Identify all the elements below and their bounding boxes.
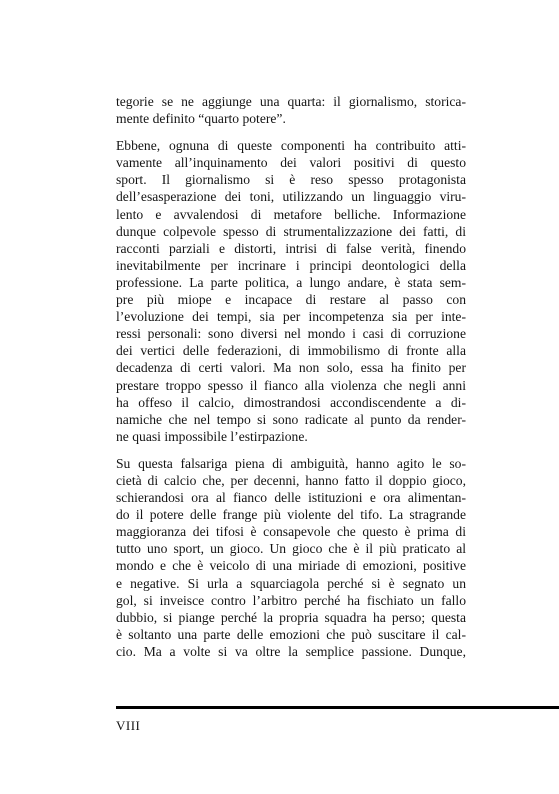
text-line: vamente all’inquinamento dei valori positivi di questo <box>116 155 466 171</box>
text-line: maggioranza dei tifosi è consapevole che questo è prima di <box>116 524 466 540</box>
text-line: ne quasi impossibile l’estirpazione. <box>116 428 308 444</box>
text-line: dell’esasperazione dei toni, utilizzando un linguaggio viru- <box>116 189 466 205</box>
text-line: ha offeso il calcio, dimostrandosi accondiscendente a di- <box>116 394 466 410</box>
paragraph-1 <box>116 93 466 127</box>
text-line: lento e avvalendosi di metafore belliche. Informazione <box>116 206 466 222</box>
text-line: inevitabilmente per incrinare i principi deontologici della <box>116 257 466 273</box>
text-line: mente definito “quarto potere”. <box>116 111 286 127</box>
page-number: VIII <box>116 718 141 733</box>
text-line: e negative. Si urla a squarciagola perché si è segnato un <box>116 575 466 591</box>
text-line: schierandosi ora al fianco delle istituzioni e ora alimentan- <box>116 490 466 506</box>
text-line: dunque colpevole spesso di strumentalizzazione dei fatti, di <box>116 223 466 239</box>
text-line: mondo e che è veicolo di una miriade di emozioni, positive <box>116 558 466 574</box>
text-line: cio. Ma a volte si va oltre la semplice passione. Dunque, <box>116 643 466 659</box>
text-line: pre più miope e incapace di restare al passo con <box>116 292 466 308</box>
text-line: tegorie se ne aggiunge una quarta: il giornalismo, storica- <box>116 94 466 109</box>
paragraph-3 <box>116 455 466 660</box>
paragraph-2 <box>116 137 466 445</box>
footer-rule <box>116 706 559 709</box>
text-line: dubbio, si piange perché la propria squadra ha perso; questa <box>116 609 466 625</box>
text-line: sport. Il giornalismo si è reso spesso protagonista <box>116 172 466 188</box>
text-line: cietà di calcio che, per decenni, hanno fatto il doppio gioco, <box>116 472 466 488</box>
text-line: Ebbene, ognuna di queste componenti ha contribuito atti- <box>116 138 466 154</box>
text-line: tutto uno sport, un gioco. Un gioco che è il più praticato al <box>116 541 466 557</box>
text-line: professione. La parte politica, a lungo andare, è stata sem- <box>116 274 466 290</box>
text-line: ressi personali: sono diversi nel mondo i casi di corruzione <box>116 326 466 342</box>
text-line: racconti parziali e distorti, intrisi di false verità, finendo <box>116 240 466 256</box>
text-line: namiche che nel tempo si sono radicate al punto da render- <box>116 411 466 427</box>
text-line: è soltanto una parte delle emozioni che può suscitare il cal- <box>116 626 466 642</box>
text-line: decadenza di certi valori. Ma non solo, essa ha finito per <box>116 360 466 376</box>
text-line: dei vertici delle federazioni, di immobilismo di fronte alla <box>116 343 466 359</box>
text-line: l’evoluzione dei tempi, sia per incompetenza sia per inte- <box>116 309 466 325</box>
text-line: gol, si inveisce contro l’arbitro perché ha fischiato un fallo <box>116 592 466 608</box>
body-text <box>116 93 466 670</box>
text-line: Su questa falsariga piena di ambiguità, hanno agito le so- <box>116 455 466 471</box>
text-line: do il potere delle frange più violente del tifo. La stragrande <box>116 507 466 523</box>
text-line: prestare troppo spesso il fianco alla violenza che negli anni <box>116 377 466 393</box>
